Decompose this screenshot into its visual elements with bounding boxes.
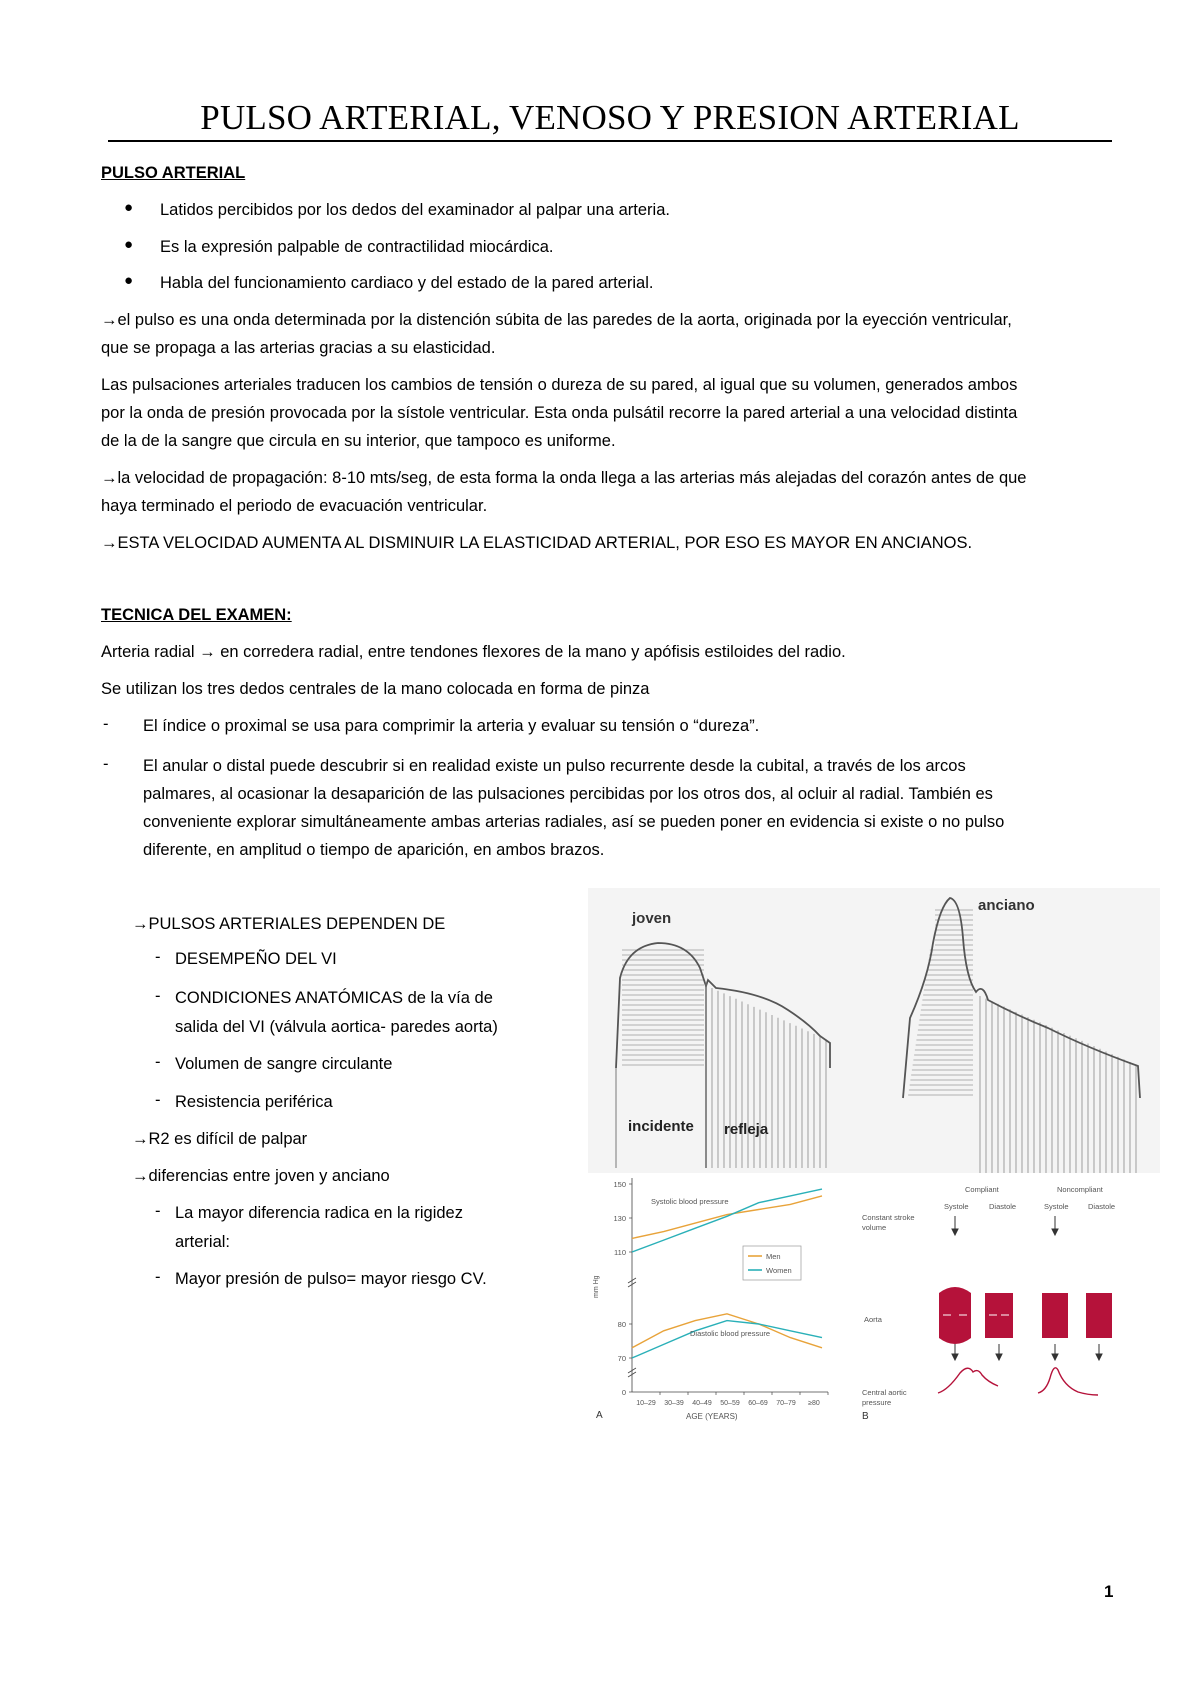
bullet-text: Es la expresión palpable de contractilidad miocárdica. [160,238,554,256]
aorta-noncompliant-systole [1042,1293,1068,1338]
list-item-text: arterial: [175,1233,231,1251]
list-item-text: DESEMPEÑO DEL VI [175,950,337,968]
label-diastole-1: Diastole [989,1202,1017,1211]
row-label-stroke-volume-text: Constant stroke volume [862,1213,915,1232]
label-reflected: refleja [724,1121,769,1138]
list-item-text [175,984,555,1012]
figure-composite [588,888,1160,1426]
list-item-text: salida del VI (válvula aortica- paredes aorta) [175,1018,498,1036]
list-heading: →PULSOS ARTERIALES DEPENDEN DE [132,915,446,933]
dash-item-text: diferente, en amplitud o tiempo de aparición, en ambos brazos. [143,841,605,859]
paragraph-line: haya terminado el periodo de evacuación ventricular. [101,497,488,515]
dash-item-text: conveniente explorar simultáneamente ambas arterias radiales, así se pueden poner en evidencia si existe o no pulso [143,813,1005,831]
y-tick-label: 130 [613,1214,626,1223]
section-heading-pulso-arterial: PULSO ARTERIAL [101,164,246,182]
list-heading: →R2 es difícil de palpar [132,1130,308,1148]
paragraph-line: →ESTA VELOCIDAD AUMENTA AL DISMINUIR LA ELASTICIDAD ARTERIAL, POR ESO ES MAYOR EN ANCIANOS. [101,534,973,552]
dash-marker: - [155,1202,161,1220]
y-tick-label: 70 [617,1354,626,1363]
bullet-text: Latidos percibidos por los dedos del examinador al palpar una arteria. [160,201,670,219]
x-axis-label: AGE (YEARS) [686,1412,738,1421]
page-title: PULSO ARTERIAL, VENOSO Y PRESION ARTERIAL [108,96,1112,142]
label-systole-1: Systole [944,1202,969,1211]
panel-b [858,1173,1160,1426]
y-tick-label: 110 [614,1248,626,1257]
paragraph-line: →la velocidad de propagación: 8-10 mts/seg, de esta forma la onda llega a las arterias más alejadas del corazón antes de que [101,469,1027,487]
x-tick-label: 10–29 [636,1400,656,1407]
x-tick-label: 30–39 [664,1400,684,1407]
aorta-noncompliant-diastole [1086,1293,1112,1338]
paragraph-line: Se utilizan los tres dedos centrales de la mano colocada en forma de pinza [101,680,650,698]
y-tick-label: 0 [621,1388,626,1397]
annotation-diastolic-text: Diastolic blood pressure [690,1329,771,1338]
list-item-bold: CONDICIONES ANATÓMICAS [175,989,403,1007]
row-label-stroke-volume [862,1213,932,1247]
row-label-pressure-text: Central aortic pressure [862,1388,907,1407]
annotation-systolic [651,1197,729,1206]
row-label-aorta: Aorta [864,1315,882,1324]
page-number: 1 [1104,1582,1114,1601]
panel-a-background [588,1173,856,1426]
paragraph-line: que se propaga a las arterias gracias a su elasticidad. [101,339,496,357]
dash-marker: - [103,755,109,773]
list-heading: →diferencias entre joven y anciano [132,1167,390,1185]
row-label-pressure [862,1388,932,1418]
label-incident: incidente [628,1118,694,1135]
paragraph-line: de la de la sangre que circula en su interior, que tampoco es uniforme. [101,432,616,450]
x-tick-label: 50–59 [720,1400,740,1407]
label-systole-2: Systole [1044,1202,1069,1211]
x-tick-label: 40–49 [692,1400,712,1407]
bullet-text: Habla del funcionamiento cardiaco y del estado de la pared arterial. [160,274,654,292]
dash-marker: - [155,1268,161,1286]
x-tick-label: 70–79 [776,1400,796,1407]
annotation-diastolic [690,1329,770,1338]
y-tick-label: 80 [617,1320,626,1329]
paragraph-line: por la onda de presión provocada por la sístole ventricular. Esta onda pulsátil recorre la pared arterial a una velocidad distinta [101,404,1018,422]
label-diastole-2: Diastole [1088,1202,1116,1211]
y-tick-label: 150 [613,1180,626,1189]
x-tick-label: 60–69 [748,1400,768,1407]
label-young: joven [632,910,672,927]
label-old: anciano [978,897,1035,914]
panel-a-letter: A [596,1410,603,1421]
bullet-dot: ● [124,236,134,253]
bullet-dot: ● [124,199,134,216]
legend-label-women: Women [766,1266,792,1275]
paragraph-line: →el pulso es una onda determinada por la distención súbita de las paredes de la aorta, originada por la eyección ventricular, [101,311,1012,329]
dash-item-text: El índice o proximal se usa para comprimir la arteria y evaluar su tensión o “dureza”. [143,717,760,735]
panel-a [588,1173,856,1426]
list-item-text: Mayor presión de pulso= mayor riesgo CV. [175,1270,487,1288]
bullet-dot: ● [124,272,134,289]
dash-marker: - [155,1053,161,1071]
dash-item-text: palmares, al ocasionar la desaparición de las pulsaciones percibidas por los otros dos, al ocluir al radial. También es [143,785,993,803]
list-item-text: Resistencia periférica [175,1093,333,1111]
legend-label-men: Men [766,1252,781,1261]
paragraph-line: Arteria radial → en corredera radial, entre tendones flexores de la mano y apófisis estiloides del radio. [101,643,846,661]
col-compliant: Compliant [965,1185,999,1194]
list-item-text: Volumen de sangre circulante [175,1055,393,1073]
x-tick-label: ≥80 [808,1400,820,1407]
dash-item-text: El anular o distal puede descubrir si en realidad existe un pulso recurrente desde la cubital, a través de los arcos [143,757,966,775]
dash-marker: - [103,715,109,733]
annotation-systolic-text: Systolic blood pressure [651,1197,729,1206]
paragraph-line: Las pulsaciones arteriales traducen los cambios de tensión o dureza de su pared, al igual que su volumen, generados ambos [101,376,1018,394]
list-item-text: La mayor diferencia radica en la rigidez [175,1204,463,1222]
dash-marker: - [155,1091,161,1109]
col-noncompliant: Noncompliant [1057,1185,1103,1194]
list-item-rest: de la vía de [402,989,493,1007]
dash-marker: - [155,948,161,966]
panel-b-letter: B [862,1411,869,1422]
section-heading-tecnica: TECNICA DEL EXAMEN: [101,606,292,624]
dash-marker: - [155,987,161,1005]
y-axis-label: mm Hg [593,1275,600,1298]
